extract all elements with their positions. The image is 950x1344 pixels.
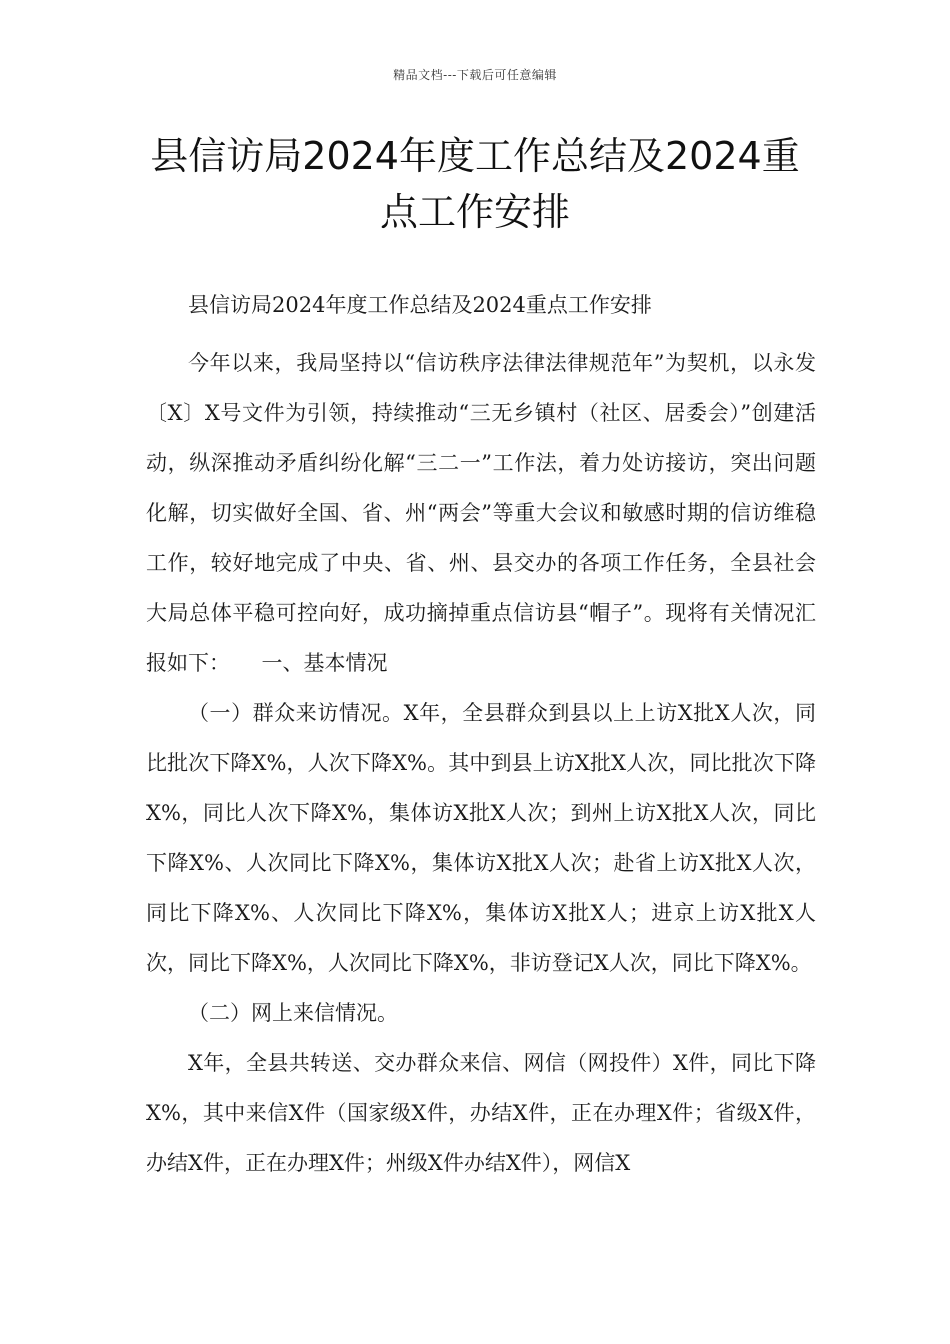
document-body [146,280,816,1188]
body-paragraph-heading-letters: （二）网上来信情况。 [188,1001,398,1025]
header-note: 精品文档---下载后可任意编辑 [393,68,557,82]
body-paragraph-subtitle: 县信访局2024年度工作总结及2024重点工作安排 [188,293,652,317]
title-line-2: 点工作安排 [379,190,570,234]
body-paragraph-visits: （一）群众来访情况。X年，全县群众到县以上上访X批X人次，同比批次下降X%，人次下降X%。其中到县上访X批X人次，同比批次下降X%，同比人次下降X%，集体访X批X人次；到州上访X批X人次，同比下降X%、人次同比下降X%，集体访X批X人次；赴省上访X批X人次，同比下降X%、人次同比下降X%，集体访X批X人；进京上访X批X人次，同比下降X%，人次同比下降X%，非访登记X人次，同比下降X%。 [146,701,816,975]
body-paragraph-intro: 今年以来，我局坚持以“信访秩序法律法律规范年”为契机，以永发〔X〕X号文件为引领，持续推动“三无乡镇村（社区、居委会）”创建活动，纵深推动矛盾纠纷化解“三二一”工作法，着力处访接访，突出问题化解，切实做好全国、省、州“两会”等重大会议和敏感时期的信访维稳工作，较好地完成了中央、省、州、县交办的各项工作任务，全县社会大局总体平稳可控向好，成功摘掉重点信访县“帽子”。现将有关情况汇报如下： 一、基本情况 [146,351,816,675]
title-line-1: 县信访局2024年度工作总结及2024重 [150,134,800,178]
document-title [120,128,830,240]
body-paragraph-letters: X年，全县共转送、交办群众来信、网信（网投件）X件，同比下降X%，其中来信X件（国家级X件，办结X件，正在办理X件；省级X件，办结X件，正在办理X件；州级X件办结X件），网信X [146,1051,816,1175]
